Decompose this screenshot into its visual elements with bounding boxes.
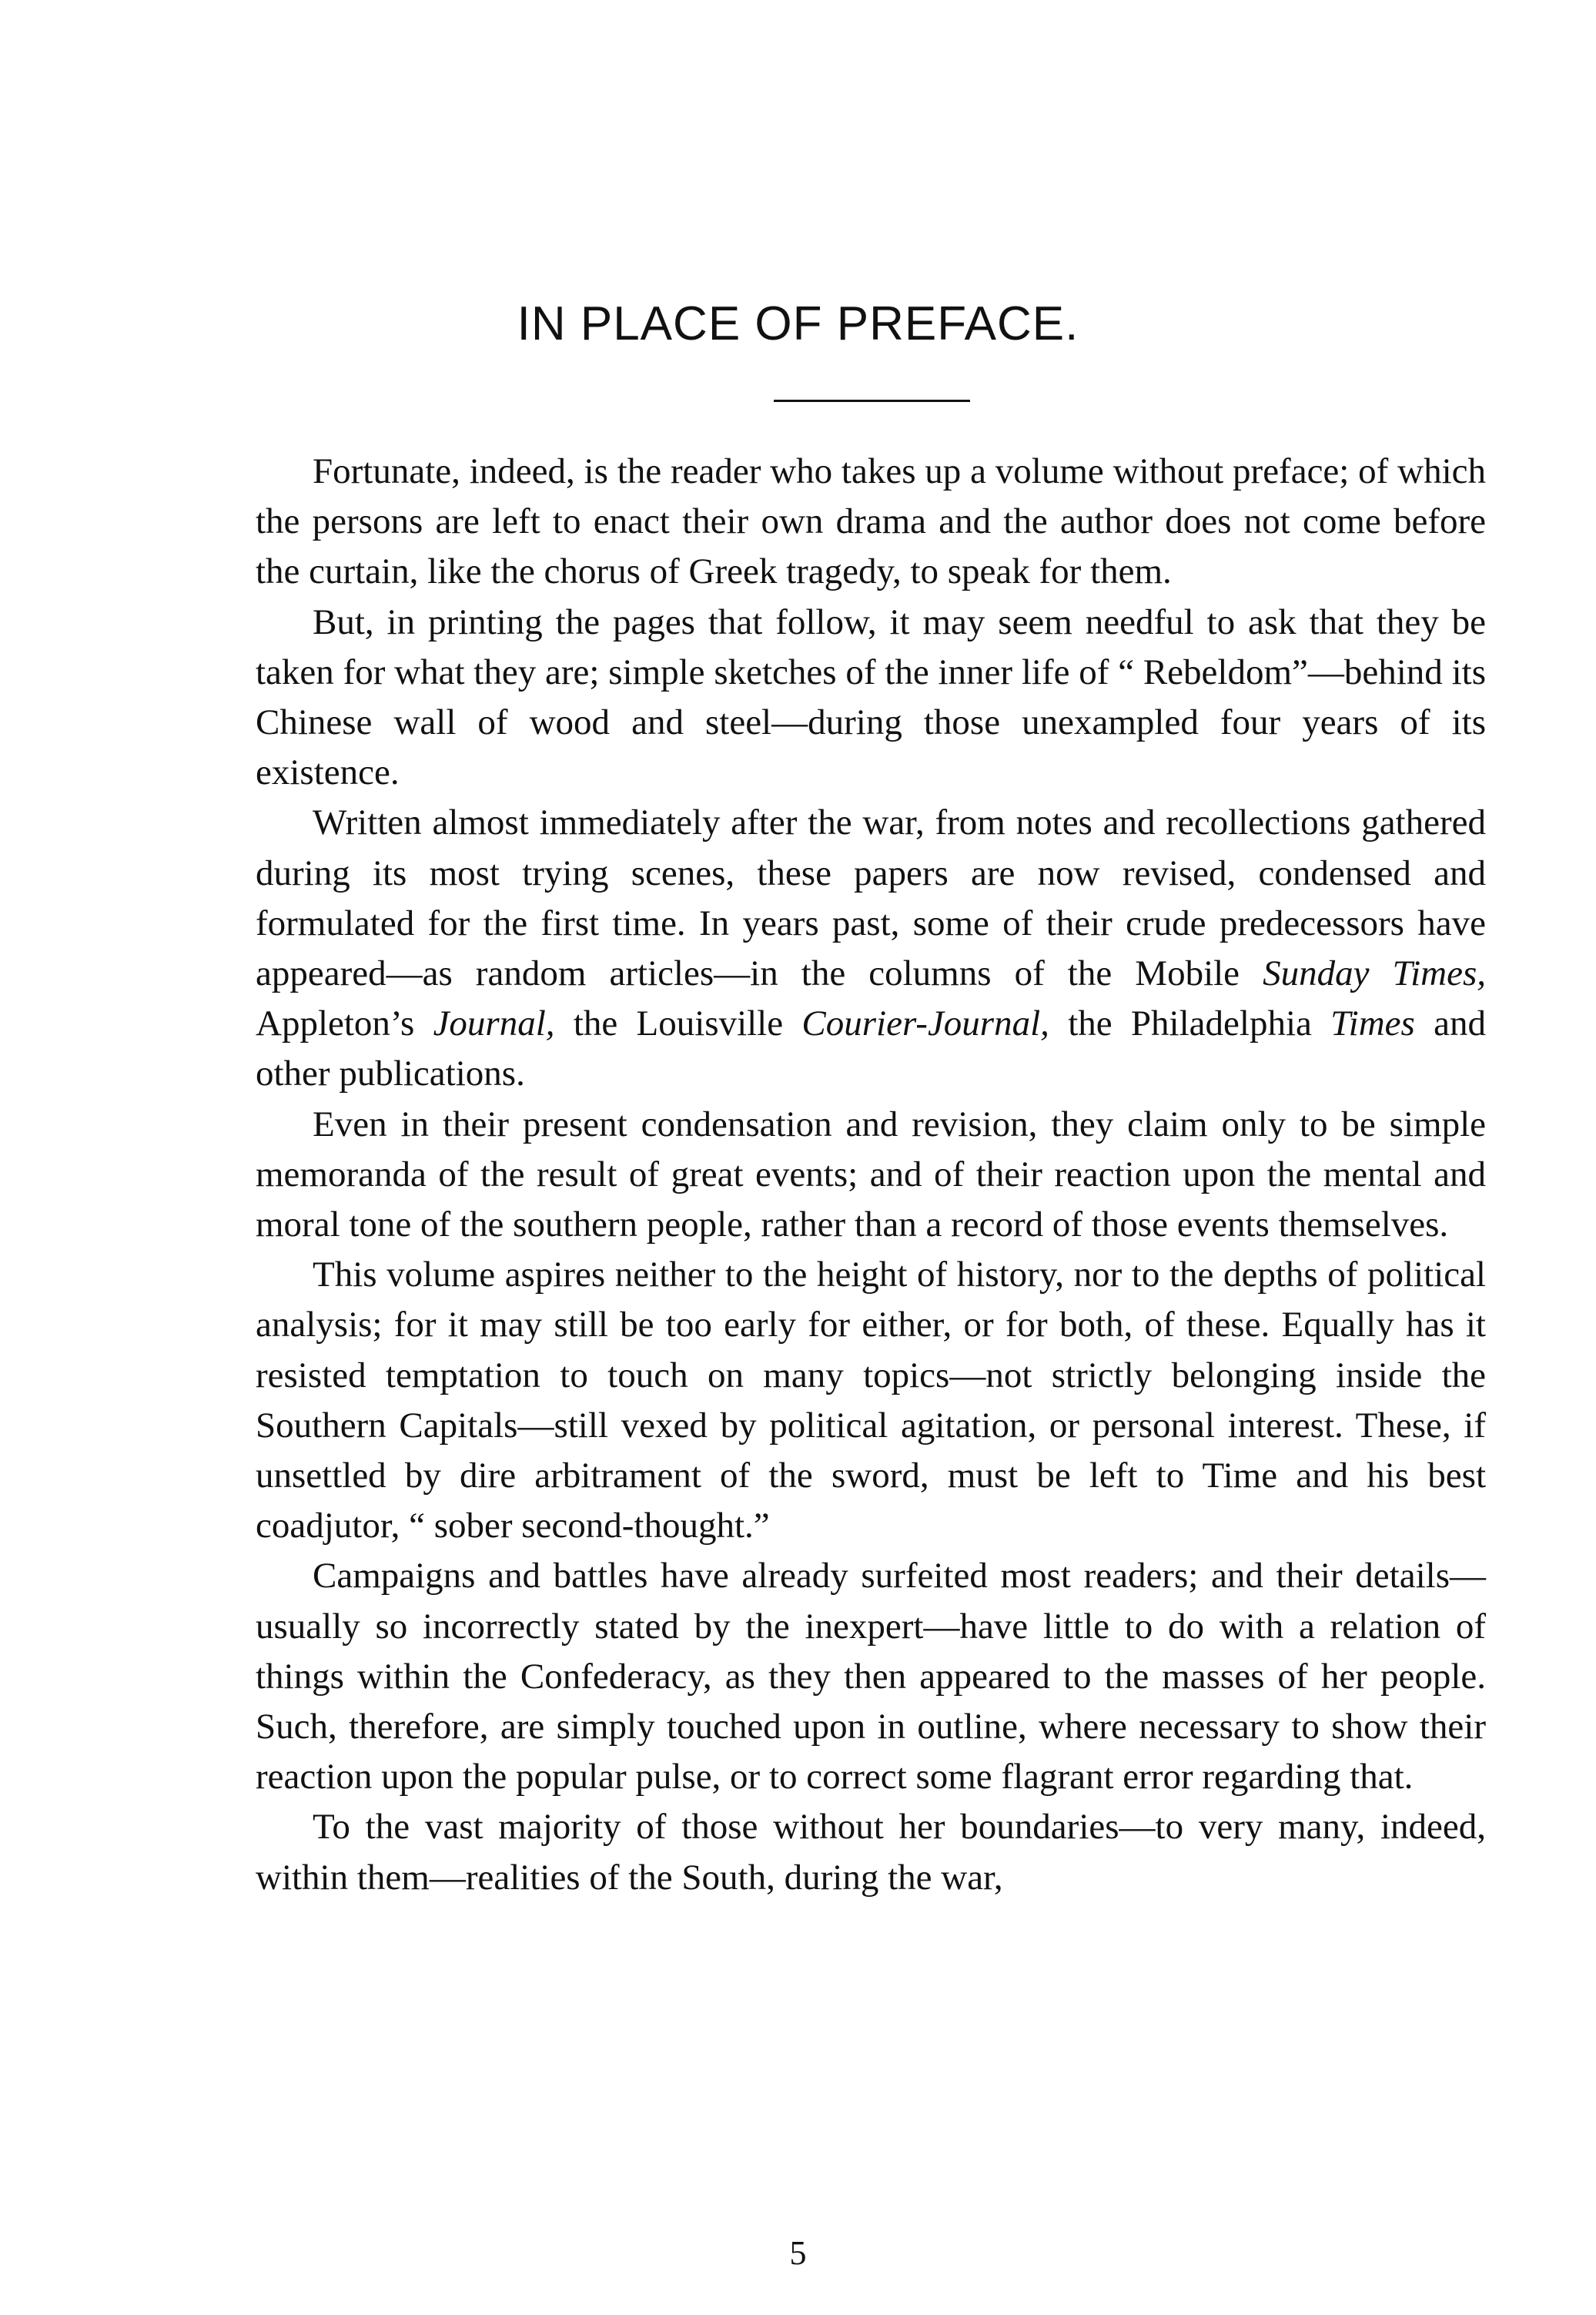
paragraph-1: Fortunate, indeed, is the reader who takes up a volume without preface; of which the persons are left to enact their own drama and the author does not come before the curtain, like the chorus of Greek tragedy, to speak for them. <box>256 451 1486 592</box>
paragraph-6: Campaigns and battles have already surfeited most readers; and their details—usually so incorrectly stated by the inexpert—have little to do with a relation of things within the Confederacy, as they then appeared to the masses of her people. Such, therefore, are simply touched upon in outline, where necessary to show their reaction upon the popular pulse, or to correct some flagrant error regarding that. <box>256 1556 1486 1797</box>
publication-courier-journal: Courier-Journal, <box>801 1003 1049 1044</box>
paragraph-3-text-4: the Philadelphia <box>1049 1003 1331 1044</box>
paragraph-7: To the vast majority of those without her boundaries—to very many, indeed, within them—realities of the South, during the war, <box>256 1807 1486 1898</box>
paragraph-4: Even in their present condensation and revision, they claim only to be simple memoranda of the result of great events; and of their reaction upon the mental and moral tone of the southern people, rather than a record of those events themselves. <box>256 1104 1486 1245</box>
paragraph-3-text-1: Written almost immediately after the war, from notes and recollections gathered during its most trying scenes, these papers are now revised, condensed and formulated for the first time. In years past, some of their crude predecessors have appeared—as random articles—in the columns of the Mobile <box>256 802 1486 994</box>
page-number: 5 <box>789 2234 807 2272</box>
page-title: IN PLACE OF PREFACE. <box>517 297 1079 350</box>
paragraph-5: This volume aspires neither to the height of history, nor to the depths of political analysis; for it may still be too early for either, or for both, of these. Equally has it resisted temptation to touch on many topics—not strictly belonging inside the Southern Capitals—still vexed by political agitation, or personal interest. These, if unsettled by dire arbitrament of the sword, must be left to Time and his best coadjutor, “ sober second-thought.” <box>256 1255 1486 1546</box>
paragraph-2: But, in printing the pages that follow, it may seem needful to ask that they be taken for what they are; simple sketches of the inner life of “ Rebeldom”—behind its Chinese wall of wood and steel—during those unexampled four years of its existence. <box>256 601 1486 793</box>
title-rule <box>774 400 970 402</box>
body-text <box>256 447 1486 1903</box>
paragraph-3-text-3: the Louisville <box>554 1003 802 1044</box>
publication-journal: Journal, <box>433 1003 555 1044</box>
paragraph-3-text-2: Appleton’s <box>256 1003 433 1044</box>
publication-times: Times <box>1330 1003 1415 1044</box>
paragraph-3 <box>256 798 1486 1099</box>
paragraph-3-text-5: and other publications. <box>256 1003 1486 1094</box>
publication-sunday-times: Sunday Times, <box>1263 953 1486 994</box>
